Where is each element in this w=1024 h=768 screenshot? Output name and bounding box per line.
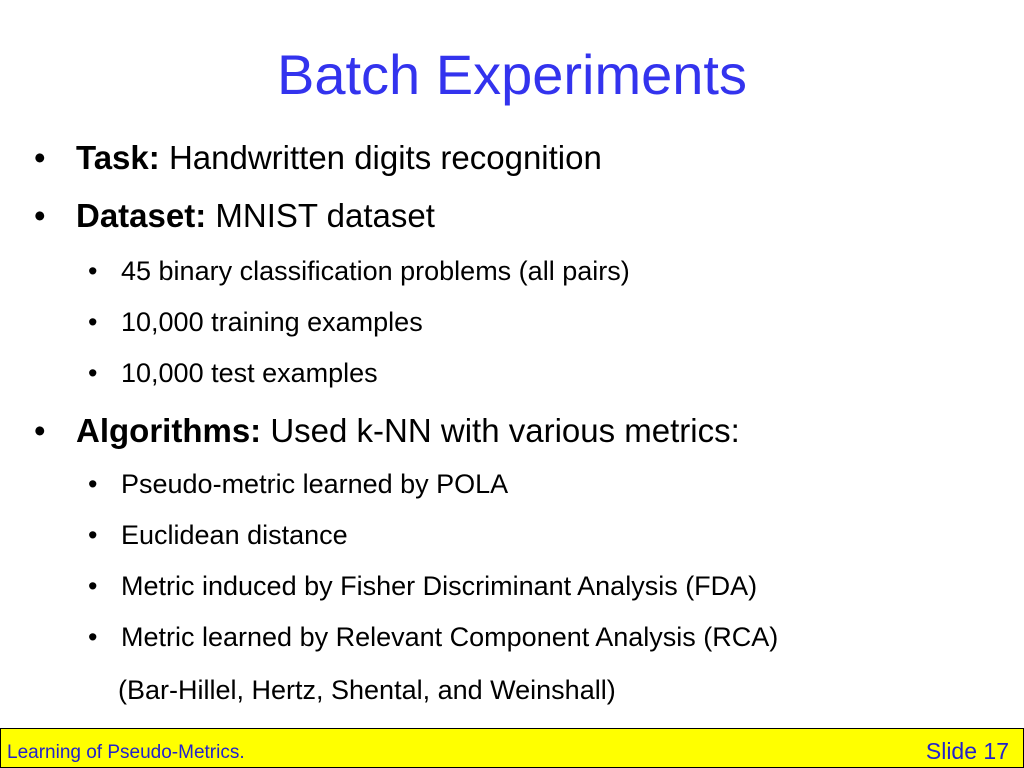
bullet-marker: • — [34, 197, 46, 234]
algorithm-item — [88, 569, 757, 603]
sub-bullet-marker: • — [88, 256, 98, 286]
sub-bullet-marker: • — [88, 469, 98, 499]
sub-bullet-marker: • — [88, 622, 98, 652]
task-text: Handwritten digits recognition — [168, 139, 602, 176]
slide-number: Slide 17 — [925, 738, 1009, 764]
bullet-marker: • — [34, 412, 46, 449]
dataset-text: MNIST dataset — [215, 197, 435, 234]
algorithm-item-text: Metric learned by Relevant Component Analysis (RCA) — [121, 622, 779, 652]
bullet-algorithms — [34, 411, 740, 451]
footer-bar — [0, 728, 1024, 768]
sub-bullet-marker: • — [88, 520, 98, 550]
footer-title: Learning of Pseudo-Metrics. — [7, 742, 245, 763]
dataset-item — [88, 254, 630, 288]
algorithm-item — [88, 467, 508, 501]
dataset-item — [88, 305, 423, 339]
algorithms-text: Used k-NN with various metrics: — [270, 412, 740, 449]
dataset-label: Dataset: — [76, 197, 207, 234]
dataset-item-text: 10,000 test examples — [121, 358, 378, 388]
algorithm-citation: (Bar-Hillel, Hertz, Shental, and Weinshall) — [118, 675, 616, 705]
sub-bullet-marker: • — [88, 571, 98, 601]
slide-title: Batch Experiments — [277, 43, 747, 106]
dataset-item — [88, 356, 378, 390]
sub-bullet-marker: • — [88, 358, 98, 388]
algorithm-item-text: Pseudo-metric learned by POLA — [121, 469, 509, 499]
sub-bullet-marker: • — [88, 307, 98, 337]
bullet-marker: • — [34, 139, 46, 176]
algorithm-item — [88, 518, 348, 552]
algorithm-item — [88, 620, 778, 654]
bullet-task — [34, 138, 602, 178]
algorithms-label: Algorithms: — [76, 412, 262, 449]
algorithm-item-text: Euclidean distance — [121, 520, 348, 550]
dataset-item-text: 45 binary classification problems (all pairs) — [121, 256, 630, 286]
bullet-dataset — [34, 196, 435, 236]
task-label: Task: — [76, 139, 160, 176]
dataset-item-text: 10,000 training examples — [121, 307, 423, 337]
algorithm-item-text: Metric induced by Fisher Discriminant Analysis (FDA) — [121, 571, 758, 601]
